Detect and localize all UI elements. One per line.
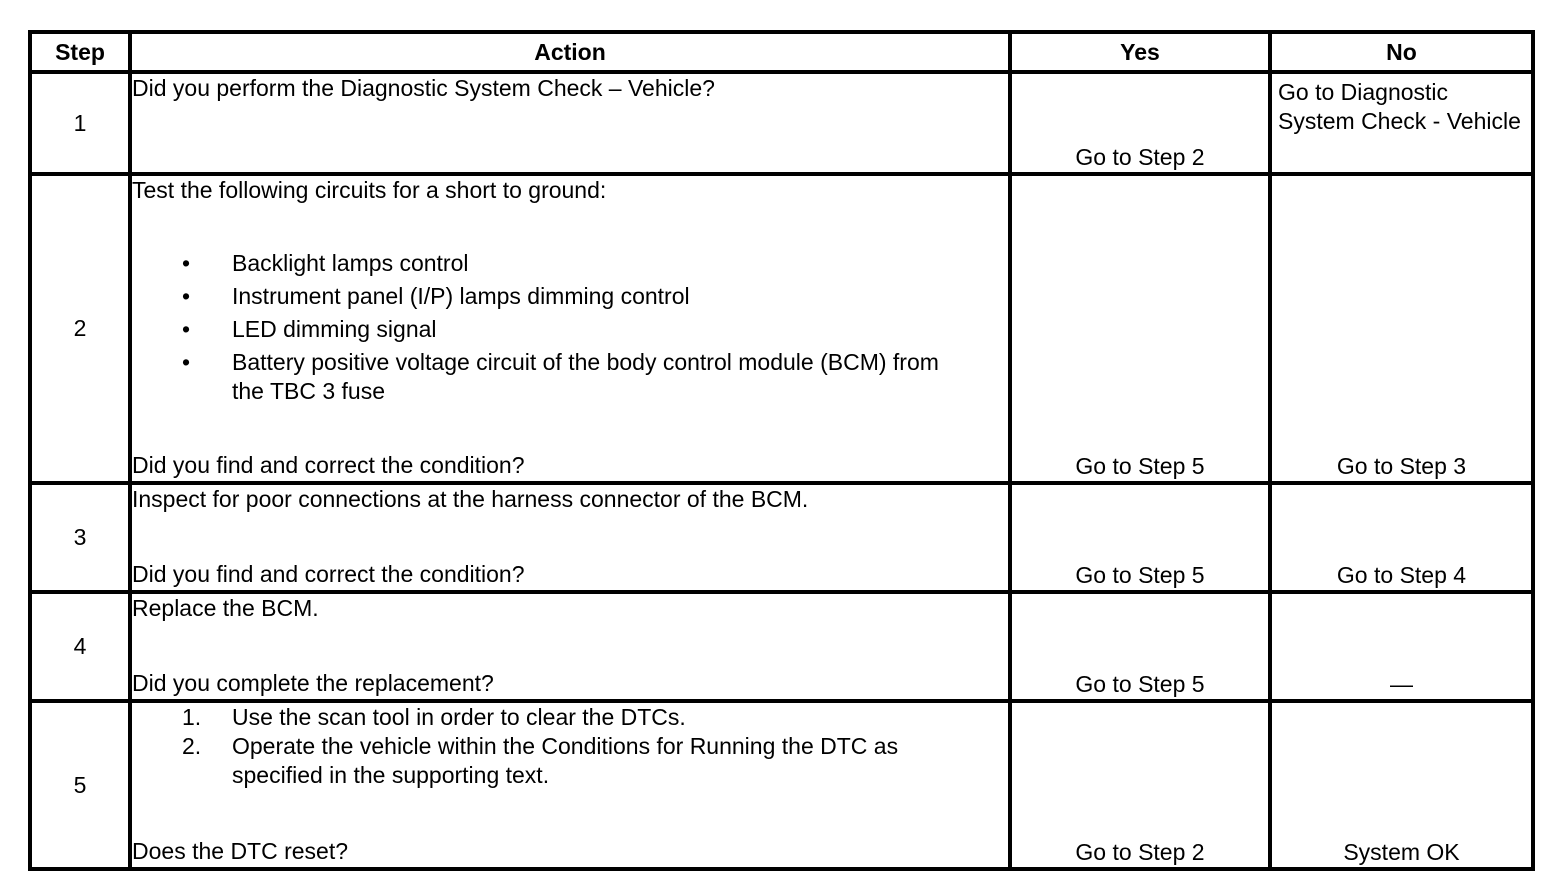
yes-cell: Go to Step 2 <box>1010 72 1270 174</box>
step-number: 2 <box>30 174 130 483</box>
step-number: 3 <box>30 483 130 592</box>
no-cell: Go to Diagnostic System Check - Vehicle <box>1270 72 1533 174</box>
table-row <box>30 174 1533 483</box>
no-cell: Go to Step 4 <box>1270 483 1533 592</box>
bullet-glyph: • <box>182 283 191 309</box>
action-question: Did you find and correct the condition? <box>132 561 525 587</box>
no-cell: — <box>1270 592 1533 701</box>
table-row <box>30 72 1533 174</box>
action-question: Did you complete the replacement? <box>132 670 494 696</box>
yes-cell: Go to Step 5 <box>1010 483 1270 592</box>
no-cell: System OK <box>1270 701 1533 869</box>
step-number: 4 <box>30 592 130 701</box>
header-action: Action <box>130 32 1010 72</box>
action-cell <box>130 174 1010 483</box>
action-intro: Did you perform the Diagnostic System Check – Vehicle? <box>132 75 715 101</box>
action-intro: Test the following circuits for a short to ground: <box>132 177 607 203</box>
bullet-glyph: • <box>182 316 191 342</box>
header-yes: Yes <box>1010 32 1270 72</box>
list-item: • Backlight lamps control <box>182 250 469 276</box>
procedure-list <box>132 703 1008 790</box>
list-item: 1. Use the scan tool in order to clear the DTCs. <box>182 704 686 730</box>
yes-cell: Go to Step 5 <box>1010 592 1270 701</box>
action-cell <box>130 483 1010 592</box>
action-question: Does the DTC reset? <box>132 838 349 864</box>
circuit-list <box>132 249 1008 406</box>
table-row <box>30 592 1533 701</box>
table-row <box>30 701 1533 869</box>
yes-cell: Go to Step 2 <box>1010 701 1270 869</box>
action-cell <box>130 701 1010 869</box>
yes-cell: Go to Step 5 <box>1010 174 1270 483</box>
table-row <box>30 483 1533 592</box>
list-item: • Battery positive voltage circuit of the body control module (BCM) from the TBC 3 fuse <box>182 349 939 404</box>
list-item: • Instrument panel (I/P) lamps dimming control <box>182 283 690 309</box>
bullet-glyph: • <box>182 250 191 276</box>
list-item: • LED dimming signal <box>182 316 437 342</box>
step-number: 1 <box>30 72 130 174</box>
diagnostic-table <box>28 30 1535 871</box>
action-cell <box>130 592 1010 701</box>
list-item: 2. Operate the vehicle within the Conditions for Running the DTC as specified in the supporting text. <box>182 733 899 788</box>
action-question: Did you find and correct the condition? <box>132 452 525 478</box>
action-intro: Replace the BCM. <box>132 595 319 621</box>
action-intro: Inspect for poor connections at the harness connector of the BCM. <box>132 486 809 512</box>
bullet-glyph: • <box>182 349 191 375</box>
header-step: Step <box>30 32 130 72</box>
header-row <box>30 32 1533 72</box>
no-cell: Go to Step 3 <box>1270 174 1533 483</box>
action-cell <box>130 72 1010 174</box>
header-no: No <box>1270 32 1533 72</box>
step-number: 5 <box>30 701 130 869</box>
